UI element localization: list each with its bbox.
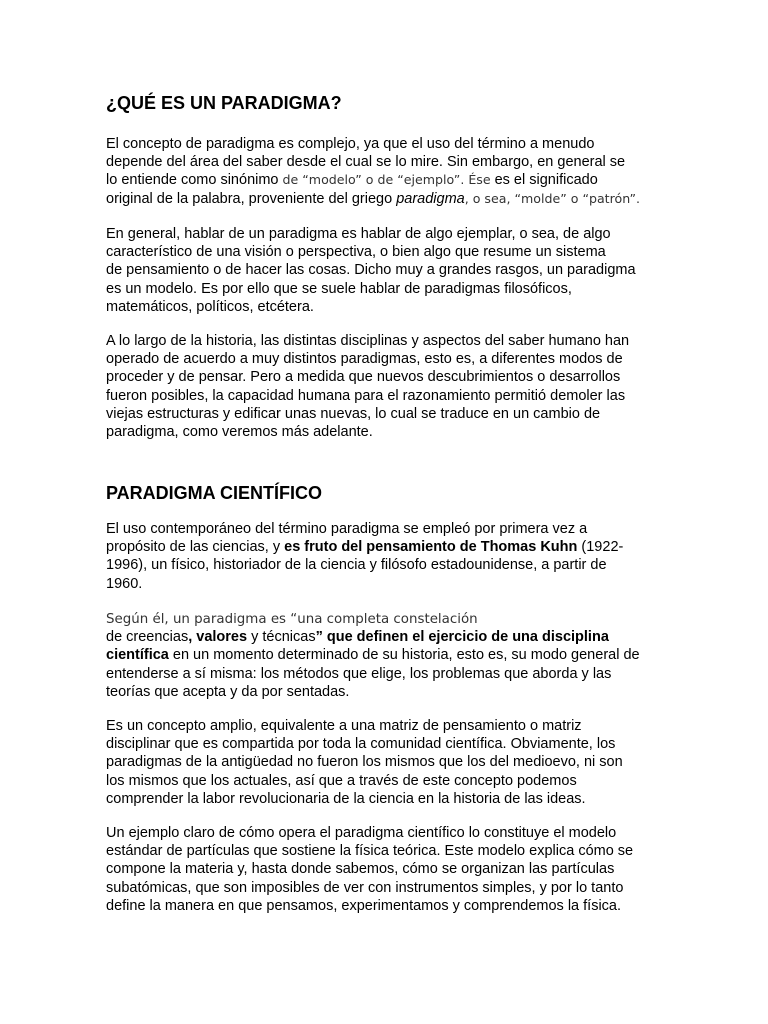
text-line: compone la materia y, hasta donde sabemos, cómo se organizan las partículas (106, 861, 615, 878)
text-line: 1996), un físico, historiador de la ciencia y filósofo estadounidense, a partir de (106, 557, 607, 574)
heading-paradigma-cientifico: PARADIGMA CIENTÍFICO (106, 483, 322, 503)
text-run: propósito de las ciencias, y (106, 539, 285, 556)
text-line: entenderse a sí misma: los métodos que elige, los problemas que aborda y las (106, 665, 612, 682)
text-line: El uso contemporáneo del término paradigma se empleó por primera vez a (106, 521, 588, 537)
text-line: paradigmas de la antigüedad no fueron los mismos que los del medioevo, ni son (106, 754, 623, 771)
text-run: técnicas (258, 629, 316, 646)
text-line (106, 538, 666, 556)
text-run-alt-font: , o sea, “molde” o “patrón”. (464, 190, 641, 206)
text-line (106, 646, 666, 664)
text-line: viejas estructuras y edificar unas nuevas, lo cual se traduce en un cambio de (106, 405, 601, 422)
heading-que-es-un-paradigma: ¿QUÉ ES UN PARADIGMA? (106, 93, 342, 113)
text-line: subatómicas, que son imposibles de ver con instrumentos simples, y por lo tanto (106, 879, 624, 896)
paragraph-historia (106, 332, 666, 441)
text-line: es un modelo. Es por ello que se suele hablar de paradigmas filosóficos, (106, 280, 572, 297)
text-line (106, 628, 666, 646)
text-run: es el significado (494, 172, 598, 189)
text-line: En general, hablar de un paradigma es hablar de algo ejemplar, o sea, de algo (106, 226, 611, 242)
text-run: en un momento determinado de su historia, esto es, su modo general de (168, 647, 640, 664)
text-line: comprender la labor revolucionaria de la ciencia en la historia de las ideas. (106, 790, 586, 807)
text-line: El concepto de paradigma es complejo, ya que el uso del término a menudo (106, 136, 595, 152)
text-run-bold: ” que definen el ejercicio de una disciplina (315, 629, 609, 646)
paragraph-ejemplo-claro (106, 824, 666, 915)
paragraph-uso-contemporaneo (106, 520, 666, 593)
text-line: operado de acuerdo a muy distintos paradigmas, esto es, a diferentes modos de (106, 351, 623, 368)
text-line: 1960. (106, 575, 143, 592)
text-line: A lo largo de la historia, las distintas disciplinas y aspectos del saber humano han (106, 333, 630, 349)
text-line: depende del área del saber desde el cual se lo mire. Sin embargo, en general se (106, 154, 626, 171)
text-line: estándar de partículas que sostiene la física teórica. Este modelo explica cómo se (106, 843, 634, 860)
paragraph-en-general (106, 225, 666, 316)
text-run-alt-font: de “modelo” o de “ejemplo”. Ése (282, 172, 495, 188)
text-run-bold: es fruto del pensamiento de Thomas Kuhn (284, 539, 578, 556)
text-line: Un ejemplo claro de cómo opera el paradigma científico lo constituye el modelo (106, 825, 617, 841)
text-run: de creencias (106, 629, 189, 646)
text-run: lo entiende como sinónimo (106, 172, 283, 189)
text-run-bold: científica (106, 647, 169, 664)
text-line: los mismos que los actuales, así que a través de este concepto podemos (106, 772, 577, 789)
text-line: matemáticos, políticos, etcétera. (106, 298, 314, 315)
text-line: disciplinar que es compartida por toda la comunidad científica. Obviamente, los (106, 736, 616, 753)
text-run: (1922- (577, 539, 624, 556)
paragraph-concepto (106, 135, 666, 208)
text-line: teorías que acepta y da por sentadas. (106, 683, 350, 700)
text-line: Es un concepto amplio, equivalente a una matriz de pensamiento o matriz (106, 718, 582, 734)
text-line: proceder y de pensar. Pero a medida que nuevos descubrimientos o desarrollos (106, 369, 621, 386)
text-line: fueron posibles, la capacidad humana para el razonamiento permitió demoler las (106, 387, 626, 404)
text-line (106, 171, 666, 189)
text-run-alt-font: Según él, un paradigma es “una completa constelación (106, 612, 478, 627)
text-line: de pensamiento o de hacer las cosas. Dicho muy a grandes rasgos, un paradigma (106, 262, 636, 279)
text-run-bold: , valores (188, 629, 252, 646)
text-run-italic: paradigma (396, 190, 465, 207)
paragraph-concepto-amplio (106, 717, 666, 808)
text-run: original de la palabra, proveniente del griego (106, 190, 397, 207)
text-line: define la manera en que pensamos, experimentamos y comprendemos la física. (106, 897, 622, 914)
text-run: y (251, 629, 259, 646)
paragraph-segun-el (106, 610, 666, 701)
text-line: paradigma, como veremos más adelante. (106, 423, 373, 440)
text-line: característico de una visión o perspectiva, o bien algo que resume un sistema (106, 244, 606, 261)
text-line (106, 190, 666, 208)
text-line (106, 610, 666, 628)
